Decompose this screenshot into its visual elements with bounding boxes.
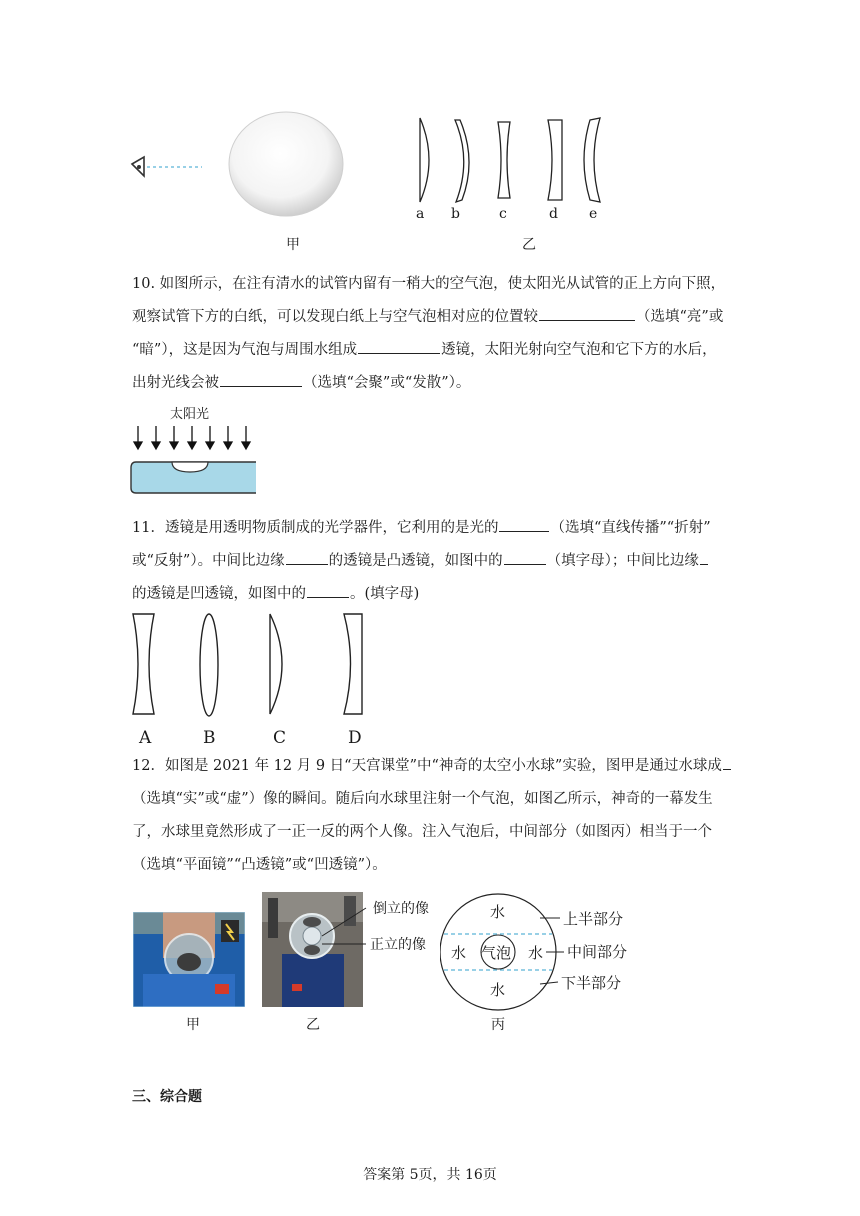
label-inverted-image: 倒立的像 bbox=[373, 901, 429, 917]
lens-label-b: b bbox=[451, 206, 460, 222]
figure-test-tube bbox=[128, 424, 260, 496]
figure-lenses-abcd bbox=[128, 610, 372, 720]
q10-line4: 出射光线会被 （选填“会聚”或“发散”）。 bbox=[132, 375, 471, 391]
q12-blank-1[interactable] bbox=[723, 768, 731, 770]
q12-line3: 了，水球里竟然形成了一正一反的两个人像。注入气泡后，中间部分（如图丙）相当于一个 bbox=[132, 824, 712, 840]
figure-yi-lenses bbox=[410, 114, 610, 206]
lens-label-c: c bbox=[499, 206, 507, 222]
page-footer: 答案第 5页，共 16页 bbox=[363, 1167, 497, 1183]
q10-line1: 10. 如图所示，在注有清水的试管内留有一稍大的空气泡，使太阳光从试管的正上方向下照， bbox=[132, 276, 726, 292]
diagram-water-left: 水 bbox=[451, 944, 467, 962]
air-bubble bbox=[172, 462, 208, 472]
sunlight-label: 太阳光 bbox=[170, 407, 210, 422]
q11-line3: 的透镜是凹透镜，如图中的 。(填字母) bbox=[132, 586, 420, 602]
q11-blank-1[interactable] bbox=[499, 530, 549, 532]
q11-blank-4[interactable] bbox=[700, 563, 708, 565]
q11-blank-2[interactable] bbox=[286, 563, 328, 565]
lens-label-a: a bbox=[416, 206, 425, 222]
lens-label-d: d bbox=[549, 206, 558, 222]
q10-line3: “暗”），这是因为气泡与周围水组成 透镜，太阳光射向空气泡和它下方的水后， bbox=[132, 342, 717, 358]
caption-jia-q12: 甲 bbox=[186, 1017, 200, 1033]
photo-jia bbox=[133, 912, 245, 1007]
q11-blank-5[interactable] bbox=[307, 596, 349, 598]
lens-label-C: C bbox=[273, 728, 287, 748]
figure-jia-eye-sphere bbox=[120, 108, 360, 228]
question-12 bbox=[132, 750, 732, 882]
label-upright-image: 正立的像 bbox=[370, 937, 426, 953]
diagram-water-bottom: 水 bbox=[490, 981, 506, 999]
q10-line2: 观察试管下方的白纸，可以发现白纸上与空气泡相对应的位置较 （选填“亮”或 bbox=[132, 309, 724, 325]
lens-b bbox=[455, 120, 469, 202]
lens-D bbox=[344, 614, 362, 714]
q11-line1: 11．透镜是用透明物质制成的光学器件，它利用的是光的 （选填“直线传播”“折射” bbox=[132, 520, 711, 536]
diagram-water-right: 水 bbox=[528, 944, 544, 962]
question-11 bbox=[132, 512, 732, 611]
q12-line4: （选填“平面镜”“凸透镜”或“凹透镜”）。 bbox=[132, 857, 387, 873]
caption-bing-q12: 丙 bbox=[491, 1017, 505, 1033]
diagram-bubble-label: 气泡 bbox=[481, 944, 512, 962]
diagram-water-top: 水 bbox=[490, 903, 506, 921]
section-title: 三、综合题 bbox=[132, 1089, 202, 1105]
q12-line1: 12．如图是 2021 年 12 月 9 日“天宫课堂”中“神奇的太空小水球”实验，图甲是通过水球成 bbox=[132, 750, 732, 783]
q10-blank-2[interactable] bbox=[358, 352, 440, 354]
lens-C bbox=[270, 614, 282, 714]
question-10 bbox=[132, 268, 732, 400]
caption-yi-q12: 乙 bbox=[306, 1017, 320, 1033]
lens-label-B: B bbox=[203, 728, 216, 748]
sunlight-arrows bbox=[134, 426, 250, 449]
lens-B bbox=[200, 614, 218, 716]
lens-A bbox=[133, 614, 154, 714]
lens-a bbox=[420, 118, 429, 202]
caption-yi-top: 乙 bbox=[522, 237, 536, 253]
label-lower-part: 下半部分 bbox=[561, 974, 622, 992]
caption-jia-top: 甲 bbox=[286, 237, 300, 253]
lens-label-e: e bbox=[589, 206, 598, 222]
lens-c bbox=[498, 122, 510, 198]
q11-blank-3[interactable] bbox=[504, 563, 546, 565]
q10-blank-3[interactable] bbox=[220, 385, 302, 387]
lens-e bbox=[584, 118, 600, 202]
water-sphere bbox=[229, 112, 343, 216]
lens-d bbox=[548, 120, 562, 200]
q11-line2: 或“反射”）。中间比边缘 的透镜是凸透镜，如图中的 （填字母）；中间比边缘 bbox=[132, 545, 732, 578]
lens-label-A: A bbox=[139, 728, 152, 748]
q10-blank-1[interactable] bbox=[539, 319, 635, 321]
eye-icon bbox=[132, 157, 144, 176]
lens-label-D: D bbox=[348, 728, 362, 748]
q12-line2: （选填“实”或“虚”）像的瞬间。随后向水球里注射一个气泡，如图乙所示，神奇的一幕发生 bbox=[132, 791, 713, 807]
label-middle-part: 中间部分 bbox=[567, 943, 628, 961]
label-upper-part: 上半部分 bbox=[563, 910, 624, 928]
